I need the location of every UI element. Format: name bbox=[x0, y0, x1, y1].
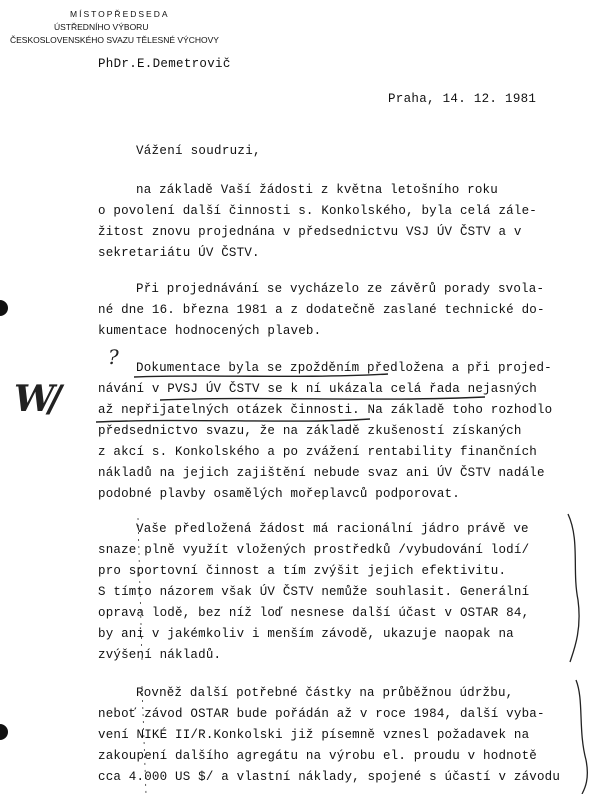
paragraph-3 bbox=[98, 358, 568, 505]
paragraph-2 bbox=[98, 279, 568, 342]
paragraph-line: neboť závod OSTAR bude pořádán až v roce 1984, další vyba- bbox=[98, 707, 545, 721]
paragraph-line: kumentace hodnocených plaveb. bbox=[98, 324, 322, 338]
paragraph-line: žitost znovu projednána v předsednictvu VSJ ÚV ČSTV a v bbox=[98, 225, 522, 239]
paragraph-line: z akcí s. Konkolského a po zvážení rentability finančních bbox=[98, 445, 537, 459]
letter-date: Praha, 14. 12. 1981 bbox=[388, 92, 537, 106]
paragraph-line: sekretariátu ÚV ČSTV. bbox=[98, 246, 260, 260]
paragraph-5 bbox=[98, 683, 568, 788]
punch-hole bbox=[0, 300, 8, 316]
salutation: Vážení soudruzi, bbox=[136, 144, 261, 158]
paragraph-line: Dokumentace byla se zpožděním předložena a při projed- bbox=[136, 361, 552, 375]
paragraph-line: Rovněž další potřebné částky na průběžnou údržbu, bbox=[136, 686, 514, 700]
paragraph-line: vení NIKÉ II/R.Konkolski již písemně vznesl požadavek na bbox=[98, 728, 530, 742]
paragraph-line: zakoupení dalšího agregátu na výrobu el. proudu v hodnotě bbox=[98, 749, 537, 763]
paragraph-line: na základě Vaší žádosti z května letošního roku bbox=[136, 183, 498, 197]
letterhead-line-2: ÚSTŘEDNÍHO VÝBORU bbox=[54, 22, 149, 32]
letterhead bbox=[10, 8, 280, 47]
paragraph-line: návání v PVSJ ÚV ČSTV se k ní ukázala celá řada nejasných bbox=[98, 382, 537, 396]
letterhead-line-1: MÍSTOPŘEDSEDA bbox=[70, 9, 170, 19]
paragraph-line: né dne 16. března 1981 a z dodatečně zaslané technické do- bbox=[98, 303, 545, 317]
paragraph-line: S tímto názorem však ÚV ČSTV nemůže souhlasit. Generální bbox=[98, 585, 530, 599]
paragraph-line: podobné plavby osamělých mořeplavců podporovat. bbox=[98, 487, 460, 501]
paragraph-1 bbox=[98, 180, 568, 264]
paragraph-line: až nepřijatelných otázek činnosti. Na základě toho rozhodlo bbox=[98, 403, 553, 417]
paragraph-line: Vaše předložená žádost má racionální jádro právě ve bbox=[136, 522, 529, 536]
handwritten-question-mark: ? bbox=[108, 345, 119, 369]
paragraph-line: cca 4.000 US $/ a vlastní náklady, spojené s účastí v závodu bbox=[98, 770, 561, 784]
paragraph-line: nákladů na jejich zajištění nebude svaz ani ÚV ČSTV nadále bbox=[98, 466, 545, 480]
handwritten-margin-mark: W/ bbox=[14, 378, 56, 420]
punch-hole bbox=[0, 724, 8, 740]
paragraph-line: o povolení další činnosti s. Konkolského, byla celá zále- bbox=[98, 204, 537, 218]
bracket-paragraph-5 bbox=[576, 680, 587, 794]
paragraph-line: zvýšení nákladů. bbox=[98, 648, 222, 662]
paragraph-line: pro sportovní činnost a tím zvýšit jejich efektivitu. bbox=[98, 564, 507, 578]
paragraph-4 bbox=[98, 519, 568, 666]
paragraph-line: snaze plně využít vložených prostředků /vybudování lodí/ bbox=[98, 543, 530, 557]
bracket-paragraph-4 bbox=[568, 514, 579, 662]
paragraph-line: Při projednávání se vycházelo ze závěrů porady svola- bbox=[136, 282, 545, 296]
letterhead-line-3: ČESKOSLOVENSKÉHO SVAZU TĚLESNÉ VÝCHOVY bbox=[10, 35, 219, 45]
addressee: PhDr.E.Demetrovič bbox=[98, 57, 231, 71]
paragraph-line: předsednictvo svazu, že na základě zkušeností získaných bbox=[98, 424, 522, 438]
paragraph-line: by ani v jakémkoliv i menším závodě, ukazuje naopak na bbox=[98, 627, 514, 641]
paragraph-line: oprava lodě, bez níž loď nesnese další účast v OSTAR 84, bbox=[98, 606, 530, 620]
